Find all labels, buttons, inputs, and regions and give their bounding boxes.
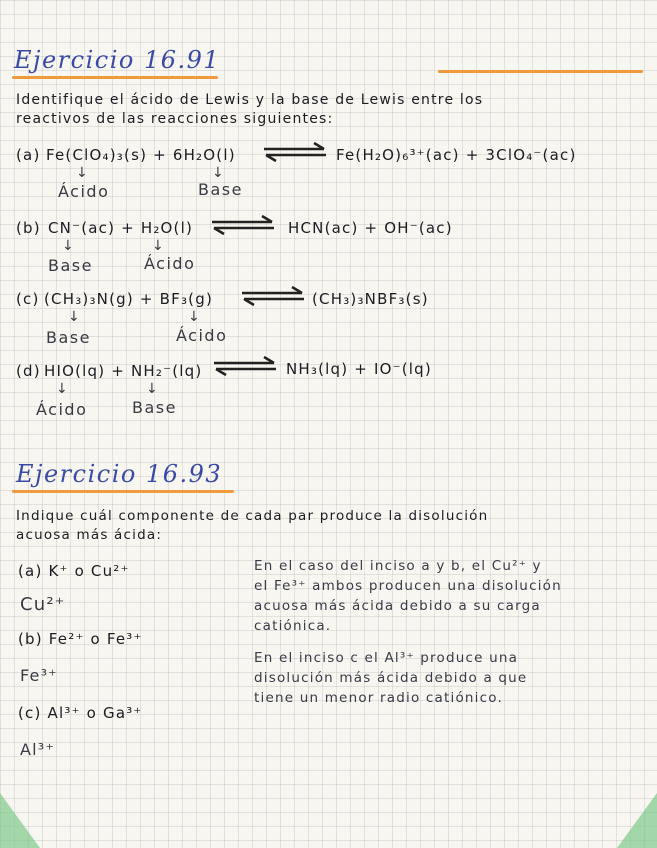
question-b: (b) Fe²⁺ o Fe³⁺	[18, 630, 143, 648]
title-underline-2	[12, 490, 234, 493]
exercise-2-prompt-line-1: Indique cuál componente de cada par produce la disolución	[16, 508, 489, 524]
reaction-a-base-tag: Base	[198, 180, 243, 199]
explanation-1-line-4: catiónica.	[254, 618, 332, 634]
reaction-b-acid-tag: Ácido	[144, 254, 196, 273]
arrow-down-icon: ↓	[56, 381, 68, 397]
reaction-b-base-tag: Base	[48, 256, 93, 275]
reaction-b-products: HCN(ac) + OH⁻(ac)	[288, 219, 453, 237]
arrow-down-icon: ↓	[152, 238, 164, 254]
exercise-2-prompt-line-2: acuosa más ácida:	[16, 527, 163, 543]
question-a: (a) K⁺ o Cu²⁺	[18, 562, 130, 580]
explanation-2-line-1: En el inciso c el Al³⁺ produce una	[254, 650, 519, 666]
exercise-title-1: Ejercicio 16.91	[14, 46, 221, 74]
reaction-c-products: (CH₃)₃NBF₃(s)	[312, 290, 429, 308]
margin-underline	[438, 70, 643, 73]
page-corner-decoration	[0, 793, 40, 848]
arrow-down-icon: ↓	[146, 381, 158, 397]
explanation-2-line-3: tiene un menor radio catiónico.	[254, 690, 503, 706]
exercise-1-prompt-line-2: reactivos de las reacciones siguientes:	[16, 111, 334, 127]
reaction-c-reactants: (CH₃)₃N(g) + BF₃(g)	[44, 290, 213, 308]
arrow-down-icon: ↓	[62, 238, 74, 254]
reaction-a-products: Fe(H₂O)₆³⁺(ac) + 3ClO₄⁻(ac)	[336, 146, 577, 164]
reaction-b-label: (b)	[16, 219, 41, 237]
arrow-down-icon: ↓	[188, 309, 200, 325]
reaction-d-base-tag: Base	[132, 398, 177, 417]
title-underline-1	[12, 76, 218, 79]
answer-b: Fe³⁺	[20, 666, 58, 685]
reaction-c-base-tag: Base	[46, 328, 91, 347]
question-c: (c) Al³⁺ o Ga³⁺	[18, 704, 143, 722]
reaction-d-products: NH₃(lq) + IO⁻(lq)	[286, 360, 432, 378]
reaction-d-reactants: HIO(lq) + NH₂⁻(lq)	[44, 362, 203, 380]
reaction-c-label: (c)	[16, 290, 40, 308]
arrow-down-icon: ↓	[76, 165, 88, 181]
equilibrium-arrow-icon	[262, 141, 328, 163]
explanation-1-line-1: En el caso del inciso a y b, el Cu²⁺ y	[254, 558, 542, 574]
reaction-c-acid-tag: Ácido	[176, 326, 228, 345]
reaction-a-reactants: Fe(ClO₄)₃(s) + 6H₂O(l)	[46, 146, 236, 164]
exercise-title-2: Ejercicio 16.93	[16, 460, 223, 488]
reaction-a-acid-tag: Ácido	[58, 182, 110, 201]
explanation-2-line-2: disolución más ácida debido a que	[254, 670, 528, 686]
explanation-1-line-2: el Fe³⁺ ambos producen una disolución	[254, 578, 562, 594]
page-corner-decoration	[617, 793, 657, 848]
answer-a: Cu²⁺	[20, 594, 66, 615]
equilibrium-arrow-icon	[210, 214, 276, 236]
reaction-b-reactants: CN⁻(ac) + H₂O(l)	[48, 219, 194, 237]
reaction-d-acid-tag: Ácido	[36, 400, 88, 419]
equilibrium-arrow-icon	[212, 355, 278, 377]
reaction-d-label: (d)	[16, 362, 41, 380]
exercise-1-prompt-line-1: Identifique el ácido de Lewis y la base de Lewis entre los	[16, 92, 484, 108]
reaction-a-label: (a)	[16, 146, 41, 164]
arrow-down-icon: ↓	[212, 165, 224, 181]
equilibrium-arrow-icon	[240, 285, 306, 307]
arrow-down-icon: ↓	[68, 309, 80, 325]
answer-c: Al³⁺	[20, 740, 56, 759]
explanation-1-line-3: acuosa más ácida debido a su carga	[254, 598, 541, 614]
